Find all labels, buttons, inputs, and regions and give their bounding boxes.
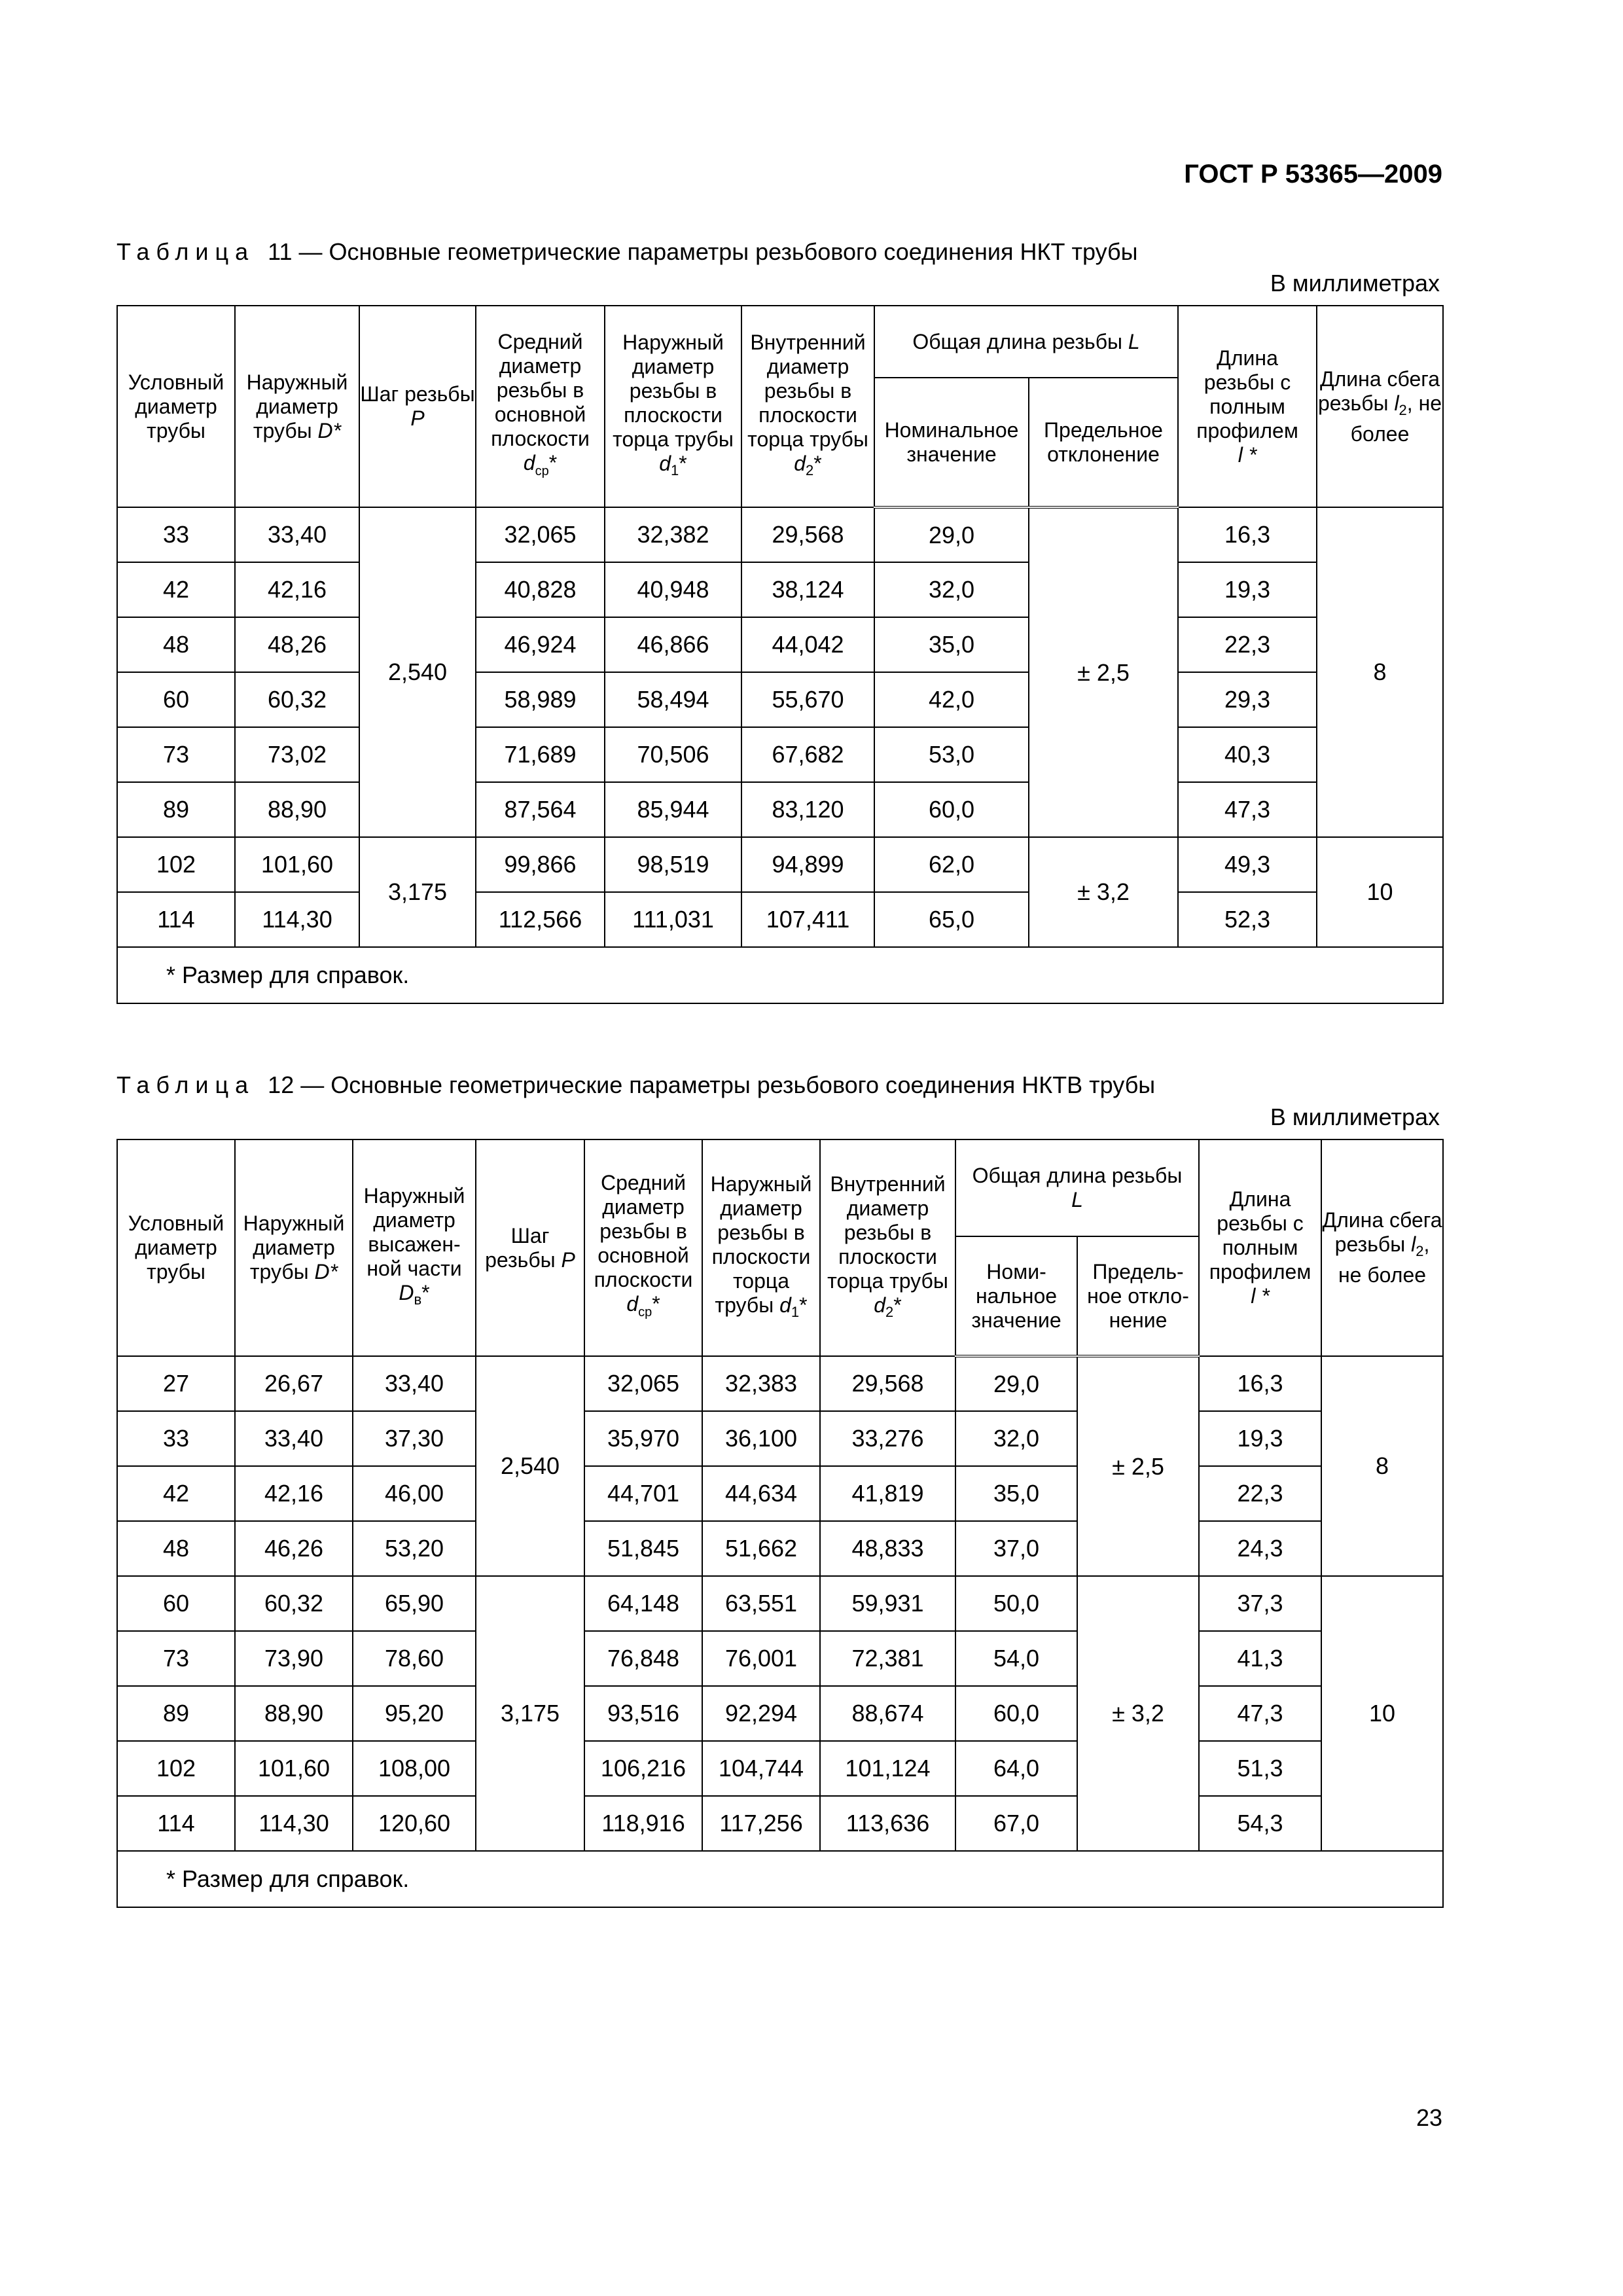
cell-outer-diameter: 42,16 [235,1466,353,1521]
cell-runout-length: 8 [1321,1356,1443,1576]
cell-outer-end-diameter: 32,383 [702,1356,820,1411]
cell-inner-end-diameter: 94,899 [741,837,874,892]
hdr-outer-end-diameter: Наружный диаметр резьбы в плоскости торца трубы $d_1*$ [702,1139,820,1356]
cell-outer-end-diameter: 85,944 [605,782,741,837]
cell-pitch: 3,175 [476,1576,584,1851]
table11-label: Таблица [116,238,255,265]
table11 [116,305,1444,1004]
cell-nominal-length: 67,0 [955,1796,1077,1851]
cell-upset-diameter: 65,90 [353,1576,476,1631]
cell-outer-end-diameter: 117,256 [702,1796,820,1851]
hdr-limit-deviation: Предель-ное откло-нение [1077,1236,1199,1356]
cell-nominal-length: 50,0 [955,1576,1077,1631]
cell-full-profile-length: 22,3 [1199,1466,1321,1521]
cell-upset-diameter: 33,40 [353,1356,476,1411]
cell-mean-diameter: 112,566 [476,892,605,947]
cell-outer-end-diameter: 36,100 [702,1411,820,1466]
cell-outer-diameter: 101,60 [235,837,359,892]
cell-runout-length: 10 [1321,1576,1443,1851]
cell-nominal-length: 62,0 [874,837,1029,892]
cell-upset-diameter: 78,60 [353,1631,476,1686]
cell-inner-end-diameter: 113,636 [820,1796,955,1851]
cell-outer-end-diameter: 98,519 [605,837,741,892]
cell-inner-end-diameter: 59,931 [820,1576,955,1631]
hdr-pitch: Шаг резьбы P [359,306,476,507]
hdr-full-profile-length: Длина резьбы с полным профилем l * [1178,306,1317,507]
cell-upset-diameter: 53,20 [353,1521,476,1576]
cell-outer-diameter: 33,40 [235,507,359,562]
table12-units: В миллиметрах [1270,1103,1440,1130]
table-row [117,617,1443,672]
cell-outer-end-diameter: 46,866 [605,617,741,672]
cell-nominal-diameter: 60 [117,1576,235,1631]
cell-outer-end-diameter: 104,744 [702,1741,820,1796]
cell-outer-end-diameter: 92,294 [702,1686,820,1741]
table12-caption-text: 12 — Основные геометрические параметры резьбового соединения НКТВ трубы [268,1071,1156,1098]
hdr-inner-end-diameter: Внутренний диаметр резьбы в плоскости торца трубы $d_2*$ [741,306,874,507]
cell-outer-diameter: 60,32 [235,672,359,727]
cell-outer-end-diameter: 76,001 [702,1631,820,1686]
cell-nominal-diameter: 42 [117,1466,235,1521]
cell-mean-diameter: 46,924 [476,617,605,672]
cell-mean-diameter: 32,065 [584,1356,702,1411]
cell-inner-end-diameter: 72,381 [820,1631,955,1686]
cell-mean-diameter: 93,516 [584,1686,702,1741]
cell-full-profile-length: 40,3 [1178,727,1317,782]
table12-caption [116,1071,1155,1099]
cell-mean-diameter: 51,845 [584,1521,702,1576]
cell-nominal-diameter: 48 [117,617,235,672]
cell-nominal-length: 32,0 [955,1411,1077,1466]
cell-nominal-length: 60,0 [955,1686,1077,1741]
cell-inner-end-diameter: 88,674 [820,1686,955,1741]
cell-mean-diameter: 87,564 [476,782,605,837]
page-number: 23 [1416,2104,1442,2131]
cell-outer-diameter: 33,40 [235,1411,353,1466]
cell-nominal-diameter: 73 [117,1631,235,1686]
cell-inner-end-diameter: 38,124 [741,562,874,617]
cell-mean-diameter: 64,148 [584,1576,702,1631]
cell-nominal-length: 37,0 [955,1521,1077,1576]
table-row [117,1521,1443,1576]
cell-inner-end-diameter: 55,670 [741,672,874,727]
cell-full-profile-length: 16,3 [1199,1356,1321,1411]
cell-runout-length: 8 [1317,507,1443,837]
hdr-limit-deviation: Предельное отклонение [1029,378,1178,507]
table11-header-row-1 [117,306,1443,378]
table-row [117,507,1443,562]
table-row [117,837,1443,892]
table-row [117,1796,1443,1851]
cell-outer-diameter: 60,32 [235,1576,353,1631]
cell-limit-deviation: ± 2,5 [1029,507,1178,837]
cell-nominal-diameter: 33 [117,1411,235,1466]
table12-header-row-1 [117,1139,1443,1236]
table-row [117,1686,1443,1741]
cell-full-profile-length: 16,3 [1178,507,1317,562]
cell-nominal-diameter: 60 [117,672,235,727]
cell-outer-end-diameter: 44,634 [702,1466,820,1521]
cell-outer-diameter: 48,26 [235,617,359,672]
cell-outer-end-diameter: 51,662 [702,1521,820,1576]
table-row [117,892,1443,947]
table11-caption-text: 11 — Основные геометрические параметры резьбового соединения НКТ трубы [268,238,1138,265]
table-row [117,727,1443,782]
cell-nominal-length: 54,0 [955,1631,1077,1686]
cell-mean-diameter: 44,701 [584,1466,702,1521]
hdr-outer-diameter: Наружный диаметр трубы D* [235,306,359,507]
table-row [117,1631,1443,1686]
cell-pitch: 2,540 [476,1356,584,1576]
cell-inner-end-diameter: 41,819 [820,1466,955,1521]
cell-nominal-length: 29,0 [874,507,1029,562]
cell-inner-end-diameter: 107,411 [741,892,874,947]
hdr-pitch: Шаг резьбы P [476,1139,584,1356]
table-row [117,1576,1443,1631]
cell-nominal-length: 42,0 [874,672,1029,727]
cell-nominal-diameter: 114 [117,1796,235,1851]
cell-full-profile-length: 29,3 [1178,672,1317,727]
cell-outer-end-diameter: 70,506 [605,727,741,782]
cell-nominal-length: 32,0 [874,562,1029,617]
cell-full-profile-length: 22,3 [1178,617,1317,672]
table-row [117,672,1443,727]
table-row [117,562,1443,617]
cell-limit-deviation: ± 3,2 [1077,1576,1199,1851]
cell-nominal-length: 35,0 [955,1466,1077,1521]
cell-outer-end-diameter: 40,948 [605,562,741,617]
cell-full-profile-length: 51,3 [1199,1741,1321,1796]
cell-full-profile-length: 47,3 [1199,1686,1321,1741]
cell-nominal-length: 35,0 [874,617,1029,672]
table11-units: В миллиметрах [1270,270,1440,296]
cell-mean-diameter: 40,828 [476,562,605,617]
table12 [116,1139,1444,1908]
hdr-total-length: Общая длина резьбы L [874,306,1178,378]
table11-caption [116,238,1138,266]
cell-upset-diameter: 95,20 [353,1686,476,1741]
table12-note-row [117,1851,1443,1907]
cell-full-profile-length: 49,3 [1178,837,1317,892]
cell-nominal-diameter: 27 [117,1356,235,1411]
cell-mean-diameter: 76,848 [584,1631,702,1686]
cell-nominal-length: 64,0 [955,1741,1077,1796]
cell-outer-diameter: 42,16 [235,562,359,617]
cell-outer-diameter: 73,90 [235,1631,353,1686]
cell-nominal-diameter: 102 [117,1741,235,1796]
cell-full-profile-length: 19,3 [1199,1411,1321,1466]
cell-full-profile-length: 37,3 [1199,1576,1321,1631]
cell-outer-diameter: 73,02 [235,727,359,782]
cell-upset-diameter: 120,60 [353,1796,476,1851]
cell-runout-length: 10 [1317,837,1443,947]
table12-label: Таблица [116,1071,255,1098]
standard-designation: ГОСТ Р 53365—2009 [1184,160,1442,188]
cell-full-profile-length: 24,3 [1199,1521,1321,1576]
hdr-nominal-diameter: Условный диаметр трубы [117,306,235,507]
cell-inner-end-diameter: 29,568 [820,1356,955,1411]
hdr-nominal-value: Номинальное значение [874,378,1029,507]
cell-upset-diameter: 46,00 [353,1466,476,1521]
table-row [117,1356,1443,1411]
hdr-upset-diameter: Наружный диаметр высажен-ной части $D_в*$ [353,1139,476,1356]
table-row [117,782,1443,837]
hdr-nominal-diameter: Условный диаметр трубы [117,1139,235,1356]
cell-nominal-diameter: 42 [117,562,235,617]
cell-nominal-diameter: 48 [117,1521,235,1576]
cell-inner-end-diameter: 29,568 [741,507,874,562]
cell-mean-diameter: 106,216 [584,1741,702,1796]
cell-mean-diameter: 58,989 [476,672,605,727]
hdr-nominal-value: Номи-нальное значение [955,1236,1077,1356]
cell-outer-end-diameter: 111,031 [605,892,741,947]
cell-inner-end-diameter: 67,682 [741,727,874,782]
cell-upset-diameter: 108,00 [353,1741,476,1796]
table11-footnote: * Размер для справок. [117,947,1443,1003]
cell-inner-end-diameter: 33,276 [820,1411,955,1466]
hdr-runout-length: Длина сбега резьбы $l_2$, не более [1317,306,1443,507]
cell-mean-diameter: 35,970 [584,1411,702,1466]
cell-upset-diameter: 37,30 [353,1411,476,1466]
hdr-mean-diameter: Средний диаметр резьбы в основной плоскости $d_{ср}*$ [584,1139,702,1356]
hdr-full-profile-length: Длина резьбы с полным профилем l * [1199,1139,1321,1356]
table-row [117,1411,1443,1466]
cell-nominal-diameter: 33 [117,507,235,562]
cell-outer-end-diameter: 58,494 [605,672,741,727]
cell-nominal-length: 60,0 [874,782,1029,837]
cell-nominal-length: 29,0 [955,1356,1077,1411]
cell-mean-diameter: 118,916 [584,1796,702,1851]
cell-full-profile-length: 54,3 [1199,1796,1321,1851]
hdr-mean-diameter: Средний диаметр резьбы в основной плоскости $d_{ср}*$ [476,306,605,507]
cell-inner-end-diameter: 101,124 [820,1741,955,1796]
cell-outer-diameter: 88,90 [235,1686,353,1741]
hdr-runout-length: Длина сбега резьбы $l_2$, не более [1321,1139,1443,1356]
cell-nominal-length: 53,0 [874,727,1029,782]
cell-nominal-diameter: 102 [117,837,235,892]
hdr-outer-diameter: Наружный диаметр трубы D* [235,1139,353,1356]
cell-full-profile-length: 47,3 [1178,782,1317,837]
cell-nominal-diameter: 114 [117,892,235,947]
hdr-total-length: Общая длина резьбы L [955,1139,1199,1236]
cell-mean-diameter: 32,065 [476,507,605,562]
hdr-inner-end-diameter: Внутренний диаметр резьбы в плоскости торца трубы $d_2*$ [820,1139,955,1356]
cell-inner-end-diameter: 83,120 [741,782,874,837]
cell-outer-end-diameter: 32,382 [605,507,741,562]
cell-pitch: 2,540 [359,507,476,837]
cell-nominal-diameter: 73 [117,727,235,782]
cell-outer-diameter: 88,90 [235,782,359,837]
cell-inner-end-diameter: 48,833 [820,1521,955,1576]
table-row [117,1741,1443,1796]
table-row [117,1466,1443,1521]
cell-full-profile-length: 41,3 [1199,1631,1321,1686]
table11-note-row [117,947,1443,1003]
cell-nominal-diameter: 89 [117,1686,235,1741]
cell-outer-diameter: 114,30 [235,892,359,947]
cell-full-profile-length: 19,3 [1178,562,1317,617]
cell-pitch: 3,175 [359,837,476,947]
cell-mean-diameter: 99,866 [476,837,605,892]
cell-nominal-diameter: 89 [117,782,235,837]
cell-limit-deviation: ± 2,5 [1077,1356,1199,1576]
cell-outer-diameter: 114,30 [235,1796,353,1851]
cell-nominal-length: 65,0 [874,892,1029,947]
cell-outer-diameter: 101,60 [235,1741,353,1796]
cell-outer-end-diameter: 63,551 [702,1576,820,1631]
cell-outer-diameter: 46,26 [235,1521,353,1576]
cell-outer-diameter: 26,67 [235,1356,353,1411]
cell-full-profile-length: 52,3 [1178,892,1317,947]
cell-limit-deviation: ± 3,2 [1029,837,1178,947]
table12-footnote: * Размер для справок. [117,1851,1443,1907]
cell-inner-end-diameter: 44,042 [741,617,874,672]
hdr-outer-end-diameter: Наружный диаметр резьбы в плоскости торца трубы $d_1*$ [605,306,741,507]
cell-mean-diameter: 71,689 [476,727,605,782]
